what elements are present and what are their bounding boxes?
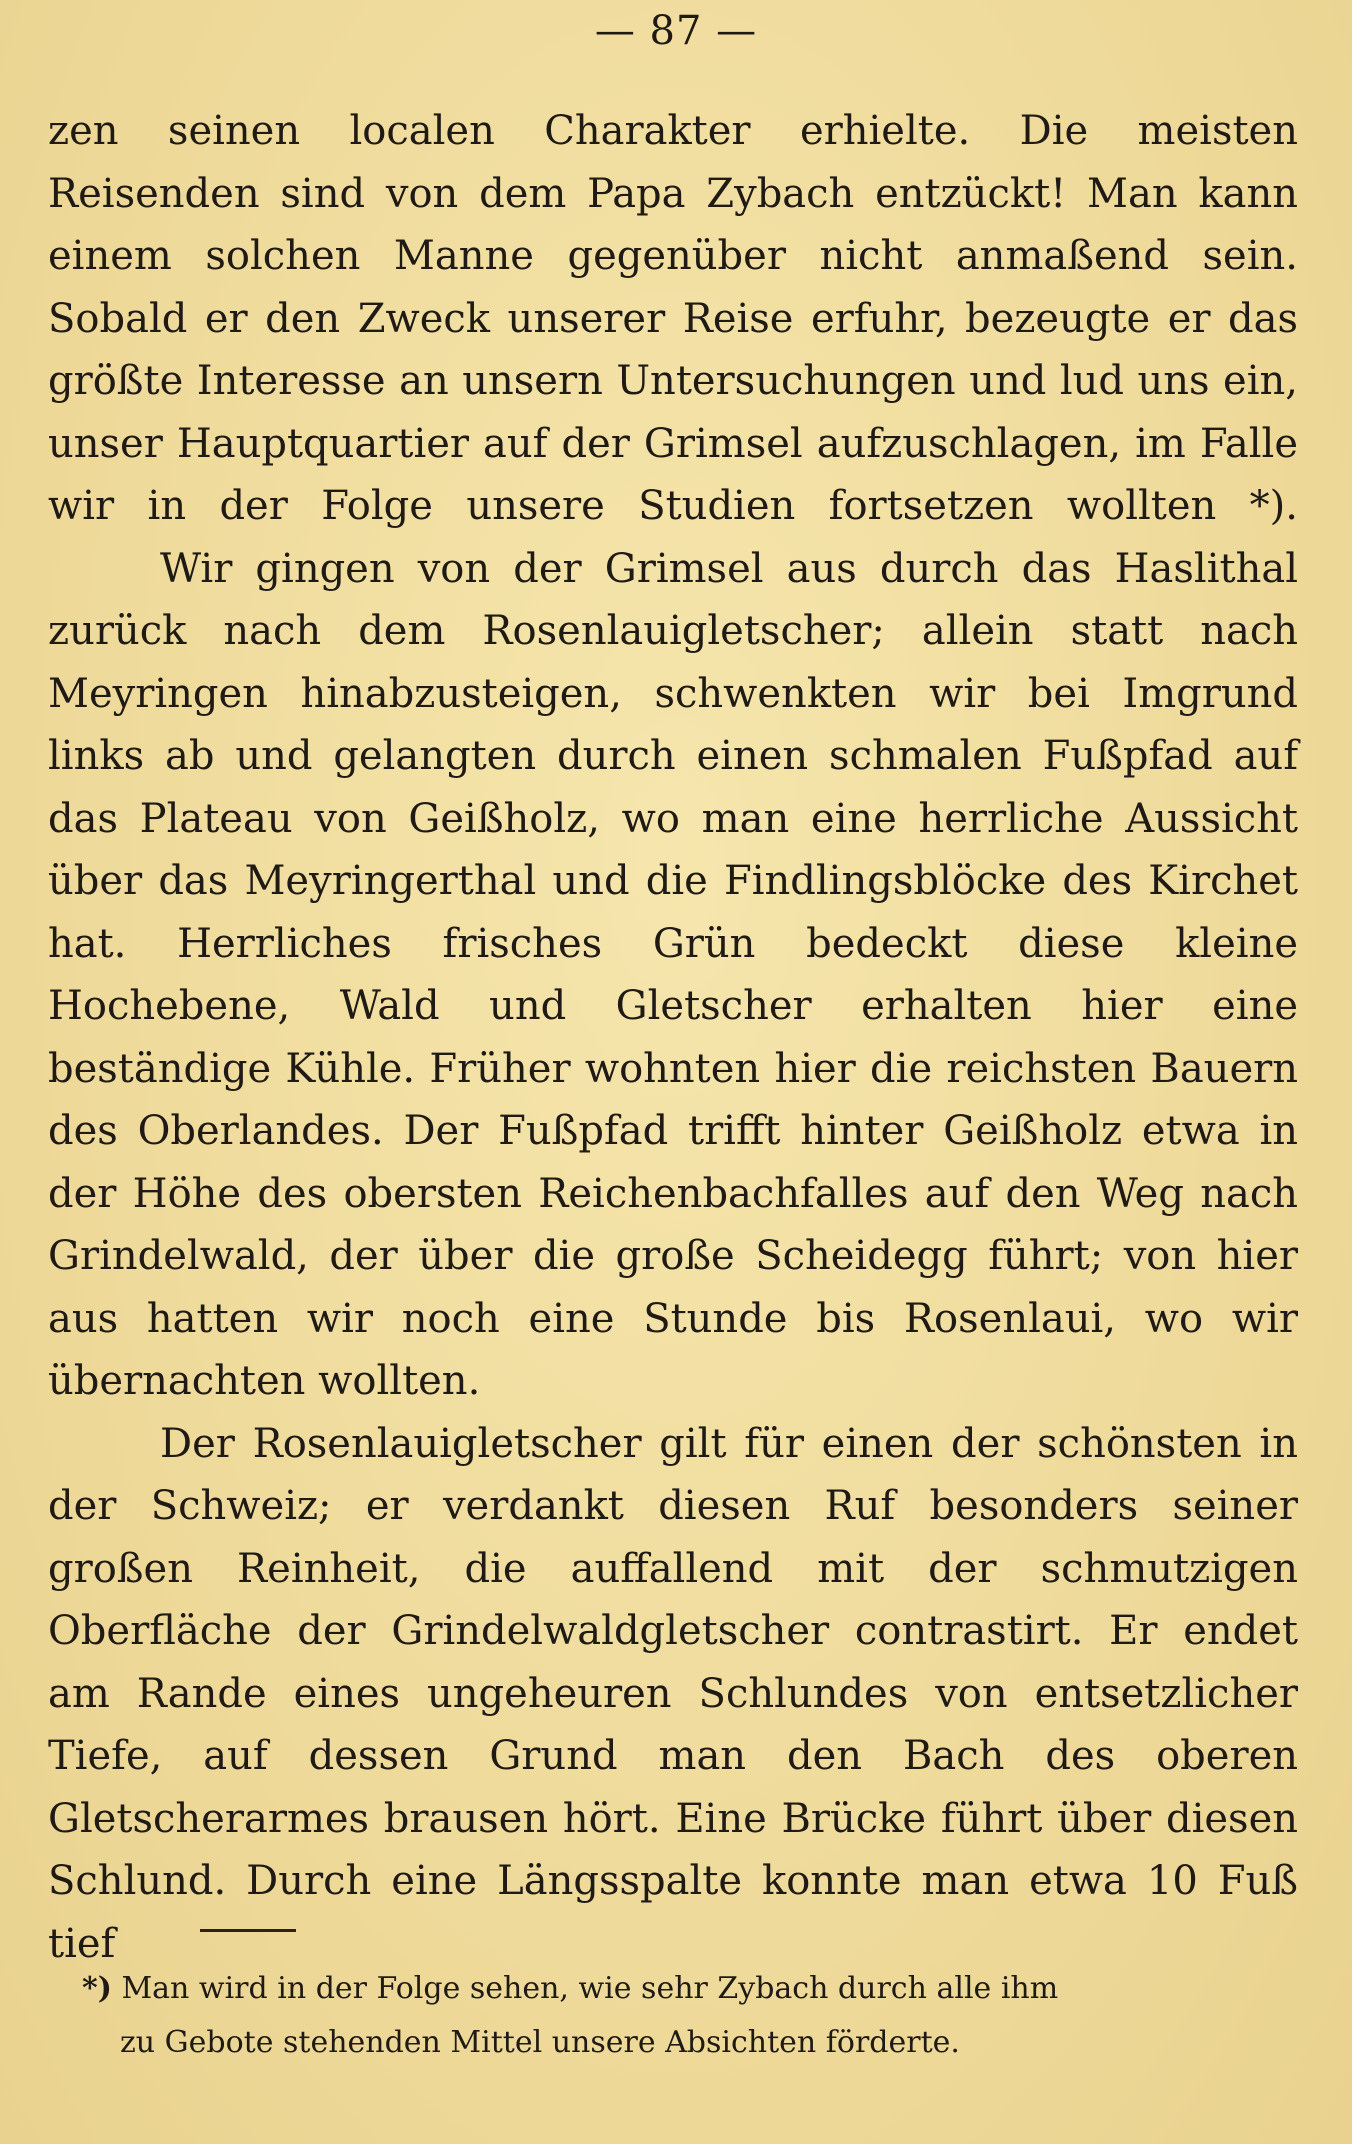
footnote-line-1: Man wird in der Folge sehen, wie sehr Zybach durch alle ihm [121,1971,1059,2006]
body-text [48,100,1298,1975]
footnote-divider [200,1929,296,1932]
paragraph-3: Der Rosenlauigletscher gilt für einen der schönsten in der Schweiz; er verdankt diesen Ruf besonders seiner großen Reinheit, die auffallend mit der schmutzigen Oberfläche der Grindelwaldgletscher contrastirt. Er endet am Rande eines ungeheuren Schlundes von entsetzlicher Tiefe, auf dessen Grund man den Bach des oberen Gletscherarmes brausen hört. Eine Brücke führt über diesen Schlund. Durch eine Längsspalte konnte man etwa 10 Fuß tief [48,1420,1298,1967]
paragraph-2: Wir gingen von der Grimsel aus durch das Haslithal zurück nach dem Rosenlauigletscher; allein statt nach Meyringen hinabzusteigen, schwenkten wir bei Imgrund links ab und gelangten durch einen schmalen Fußpfad auf das Plateau von Geißholz, wo man eine herrliche Aussicht über das Meyringerthal und die Findlingsblöcke des Kirchet hat. Herrliches frisches Grün bedeckt diese kleine Hochebene, Wald und Gletscher erhalten hier eine beständige Kühle. Früher wohnten hier die reichsten Bauern des Oberlandes. Der Fußpfad trifft hinter Geißholz etwa in der Höhe des obersten Reichenbachfalles auf den Weg nach Grindelwald, der über die große Scheidegg führt; von hier aus hatten wir noch eine Stunde bis Rosenlaui, wo wir übernachten wollten. [48,545,1298,1404]
footnotes [82,1962,1292,2070]
footnote-marker: *) [82,1971,112,2006]
paragraph-1: zen seinen localen Charakter erhielte. Die meisten Reisenden sind von dem Papa Zybach entzückt! Man kann einem solchen Manne gegenüber nicht anmaßend sein. Sobald er den Zweck unserer Reise erfuhr, bezeugte er das größte Interesse an unsern Untersuchungen und lud uns ein, unser Hauptquartier auf der Grimsel aufzuschlagen, im Falle wir in der Folge unsere Studien fortsetzen wollten *). [48,108,1298,529]
footnote [82,1962,1292,2070]
page-number: — 87 — [594,8,758,54]
footnote-line-2: zu Gebote stehenden Mittel unsere Absichten förderte. [120,2025,960,2060]
